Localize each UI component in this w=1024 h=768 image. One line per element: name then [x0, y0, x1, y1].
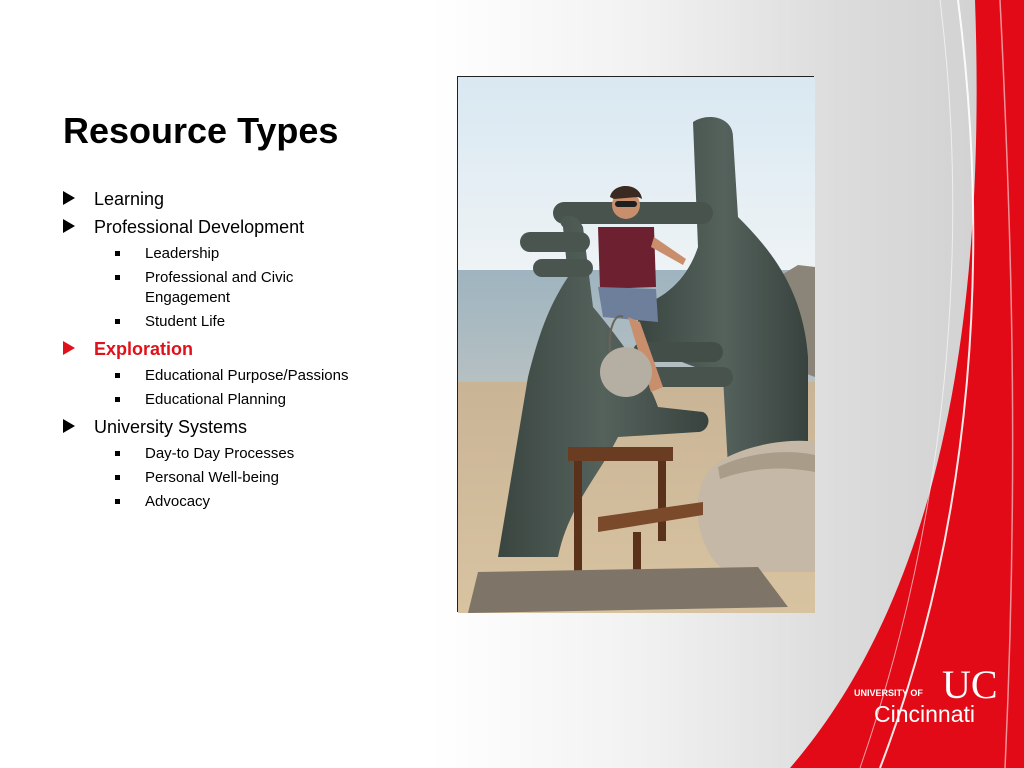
bullet-professional-development: [62, 216, 422, 238]
subbullet-label: Advocacy: [145, 493, 211, 510]
bullet-label: Learning: [94, 189, 165, 209]
subbullet-label: Student Life: [145, 313, 226, 330]
bullet-label: University Systems: [94, 417, 248, 437]
bullet-learning: [62, 188, 422, 210]
square-bullet-icon: [115, 451, 120, 456]
bullet-label: Exploration: [94, 339, 194, 359]
triangle-right-icon: [63, 341, 75, 355]
square-bullet-icon: [115, 251, 120, 256]
square-bullet-icon: [115, 319, 120, 324]
subbullet-label: Leadership: [145, 245, 220, 262]
subbullet-student-life: [62, 312, 375, 332]
square-bullet-icon: [115, 275, 120, 280]
bullet-label: Professional Development: [94, 217, 305, 237]
triangle-right-icon: [63, 419, 75, 433]
subbullet-educational-planning: [62, 390, 375, 410]
subbullet-label: Educational Purpose/Passions: [145, 367, 349, 384]
logo-cincinnati: Cincinnati: [874, 701, 975, 727]
subbullet-professional-civic-engagement: [62, 268, 375, 308]
slide-title: Resource Types: [63, 110, 339, 151]
bullet-exploration: [62, 338, 422, 360]
subbullet-educational-purpose: [62, 366, 375, 386]
subbullet-day-to-day: [62, 444, 375, 464]
subbullet-leadership: [62, 244, 375, 264]
bullet-university-systems: [62, 416, 422, 438]
square-bullet-icon: [115, 499, 120, 504]
subbullet-label: Personal Well-being: [145, 469, 279, 486]
triangle-right-icon: [63, 191, 75, 205]
subbullet-personal-well-being: [62, 468, 375, 488]
subbullet-label: Day-to Day Processes: [145, 445, 295, 462]
bullet-list: [62, 188, 422, 516]
triangle-right-icon: [63, 219, 75, 233]
subbullet-label: Educational Planning: [145, 391, 286, 408]
photo-hand-sculpture: [457, 76, 814, 612]
university-of-cincinnati-logo: [852, 660, 998, 730]
subbullet-label: Professional and Civic Engagement: [145, 269, 294, 306]
square-bullet-icon: [115, 475, 120, 480]
uc-monogram: UC: [942, 662, 998, 707]
logo-university-of: UNIVERSITY OF: [854, 688, 923, 698]
square-bullet-icon: [115, 397, 120, 402]
square-bullet-icon: [115, 373, 120, 378]
subbullet-advocacy: [62, 492, 375, 512]
